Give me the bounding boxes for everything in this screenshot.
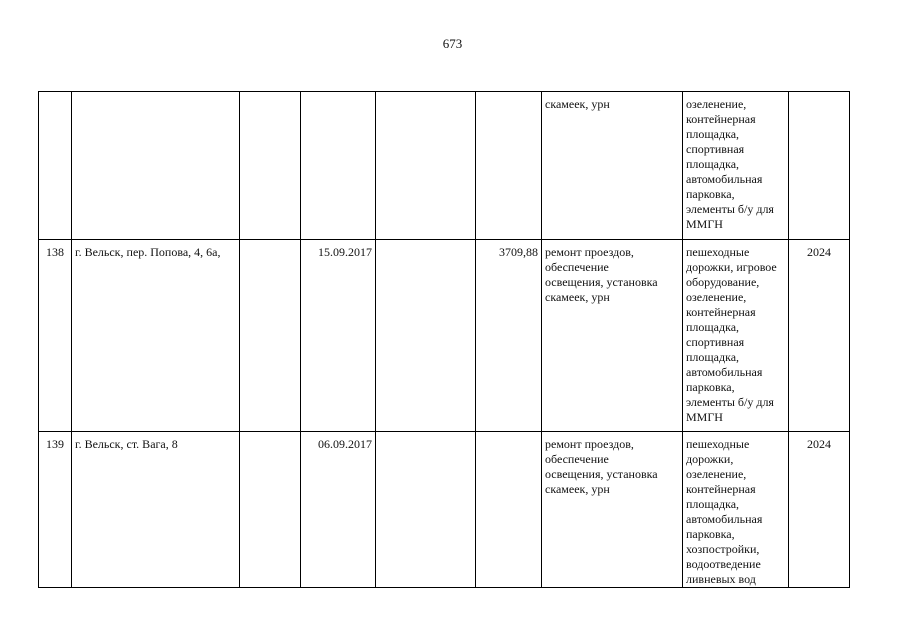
works-line: скамеек, урн [545, 482, 610, 496]
elements-line: ММГН [686, 217, 723, 231]
page-number: 673 [442, 36, 463, 51]
empty-cell [376, 432, 476, 588]
elements-line: площадка, [686, 157, 740, 171]
year-cell: 2024 [789, 240, 850, 432]
area-cell: 3709,88 [476, 240, 542, 432]
table-body [39, 92, 850, 588]
empty-cell [376, 92, 476, 240]
address-text: г. Вельск, пер. Попова, 4, 6а, [75, 245, 221, 259]
empty-cell [240, 240, 301, 432]
date-cell: 06.09.2017 [301, 432, 376, 588]
elements-line: парковка, [686, 187, 735, 201]
elements-line: парковка, [686, 527, 735, 541]
table-row [39, 432, 850, 588]
elements-line: водоотведение [686, 557, 761, 571]
elements-cell [683, 432, 789, 588]
empty-cell [240, 92, 301, 240]
elements-line: автомобильная [686, 365, 763, 379]
elements-line: пешеходные [686, 245, 750, 259]
elements-line: площадка, [686, 350, 740, 364]
elements-line: озеленение, [686, 290, 747, 304]
empty-cell [240, 432, 301, 588]
works-line: скамеек, урн [545, 290, 610, 304]
elements-line: автомобильная [686, 172, 763, 186]
elements-line: площадка, [686, 127, 740, 141]
works-line: обеспечение [545, 452, 609, 466]
address-cell [72, 92, 240, 240]
works-line: обеспечение [545, 260, 609, 274]
elements-line: хозпостройки, [686, 542, 760, 556]
area-cell [476, 432, 542, 588]
row-number-cell [39, 92, 72, 240]
row-number-cell: 139 [39, 432, 72, 588]
date-cell [301, 92, 376, 240]
address-cell [72, 240, 240, 432]
empty-cell [376, 240, 476, 432]
works-line: ремонт проездов, [545, 245, 634, 259]
works-line: освещения, установка [545, 467, 658, 481]
elements-cell [683, 92, 789, 240]
elements-line: ММГН [686, 410, 723, 424]
works-line: освещения, установка [545, 275, 658, 289]
elements-line: элементы б/у для [686, 395, 774, 409]
elements-line: автомобильная [686, 512, 763, 526]
elements-cell [683, 240, 789, 432]
elements-line: озеленение, [686, 467, 747, 481]
year-cell [789, 92, 850, 240]
row-number-cell: 138 [39, 240, 72, 432]
address-text: г. Вельск, ст. Вага, 8 [75, 437, 178, 451]
works-line: ремонт проездов, [545, 437, 634, 451]
elements-line: контейнерная [686, 482, 756, 496]
elements-line: ливневых вод [686, 572, 756, 586]
works-line: скамеек, урн [545, 97, 610, 111]
address-cell [72, 432, 240, 588]
works-cell [542, 432, 683, 588]
elements-line: дорожки, [686, 452, 734, 466]
area-cell [476, 92, 542, 240]
improvement-table [38, 91, 850, 588]
year-cell: 2024 [789, 432, 850, 588]
elements-line: озеленение, [686, 97, 747, 111]
elements-line: оборудование, [686, 275, 760, 289]
works-cell [542, 240, 683, 432]
elements-line: элементы б/у для [686, 202, 774, 216]
date-cell: 15.09.2017 [301, 240, 376, 432]
elements-line: парковка, [686, 380, 735, 394]
works-cell [542, 92, 683, 240]
elements-line: пешеходные [686, 437, 750, 451]
elements-line: дорожки, игровое [686, 260, 777, 274]
elements-line: контейнерная [686, 305, 756, 319]
elements-line: площадка, [686, 320, 740, 334]
elements-line: площадка, [686, 497, 740, 511]
table-row [39, 240, 850, 432]
elements-line: контейнерная [686, 112, 756, 126]
elements-line: спортивная [686, 142, 745, 156]
elements-line: спортивная [686, 335, 745, 349]
table-row [39, 92, 850, 240]
